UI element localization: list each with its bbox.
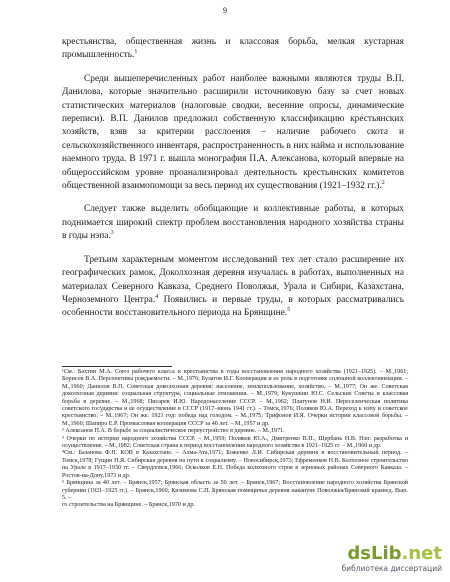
paragraph-text: крестьянства, общественная жизнь и классовая борьба, мелкая кустарная промышленность. xyxy=(62,37,404,61)
paragraph-2 xyxy=(62,73,404,194)
body-text xyxy=(62,36,404,331)
footnotes xyxy=(62,369,408,510)
page-number: 9 xyxy=(223,6,227,15)
paragraph-4 xyxy=(62,254,404,321)
paragraph-1 xyxy=(62,36,404,63)
dslib-watermark xyxy=(324,544,442,576)
paragraph-text: Следует также выделить обобщающие и коллективные работы, в которых поднимается широкий спектр проблем восстановления народного хозяйства страны в годы нэпа. xyxy=(62,204,404,242)
footnote-ref[interactable]: 4 xyxy=(155,293,159,300)
footnote-ref[interactable]: 1 xyxy=(134,49,138,56)
footnote-1: ¹См.: Бахтин М.А. Союз рабочего класса и крестьянства в годы восстановления народного хозяйства (1921–1925). – М.,1961; Борисов В.А. Перспективы рождаемости. – М.,1976; Булатов И.Г. Кооперация и ее роль в подготовке сплошной коллективизации. – М.,1960; Данилов В.П. Советская доколхозная деревня: население, землепользование, хозяйство. – М.,1977; Он же. Советская доколхозная деревня: социальная структура, социальные отношения. – М.,1979; Кукушкин Ю.С. Сельские Советы и классовая борьба в деревне. – М.,1968; Писарев И.Ю. Народонаселение СССР. – М.,1962; Платунов Н.И. Переселенческая политика советского государства и ее осуществление в СССР (1917–июнь 1941 гг.). – Томск,1976; Поляков Ю.А. Переход к нэпу и советское крестьянство. – М.,1967; Он же. 1921 год: победа над голодом. – М.,1975; Трифонов И.Я. Очерки истории классовой борьбы. – М.,1960; Шапиро Е.Р. Промысловая кооперация СССР за 40 лет. – М.,1957 и др. xyxy=(62,369,408,427)
logo-main: dsLib xyxy=(347,543,402,564)
footnote-ref[interactable]: 3 xyxy=(110,230,114,237)
footnote-3: ³ Очерки по истории народного хозяйства СССР. – М.,1959; Поляков Ю.А., Дмитренко В.П., Щербань Н.В. Нэп: разработка и осуществление. – М.,1982; Советская страна в период восстановления народного хозяйства в 1921–1925 гг. – М.,1960 и др. xyxy=(62,435,408,450)
footnote-ref[interactable]: 2 xyxy=(381,179,385,186)
footnote-5-continued: го строительства на Брянщине. – Брянск,1970 и др. xyxy=(62,502,195,509)
dslib-logo xyxy=(347,544,442,564)
paragraph-text: Третьим характерным моментом исследований тех лет стало расширение их географических рамок. Доколхозная деревня изучалась в работах, выполненных на материалах Северного Кавказа, Среднего Поволжья, Урала и Сибири, Казахстана, Черноземного Центра.$^4$ Появились и первые труды, в которых рассматривались особенности восстановительного периода на Брянщине. xyxy=(62,254,404,319)
watermark-subtitle: библиотека диссертаций xyxy=(341,564,442,573)
paragraph-text: Среди вышеперечисленных работ наиболее важными являются труды В.П. Данилова, которые значительно расширили источниковую базу за счет новых статистических материалов (налоговые сводки, весенние опросы, динамические переписи). В.П. Данилов предложил собственную классификацию крестьянских хозяйств, взяв за критерии расслоения – наличие рабочего скота и сельскохозяйственного инвентаря, распространенность в них найма и использование наемного труда. В 1971 г. вышла монография П.А. Алексанова, который впервые на общероссийском уровне проанализировал деятельность крестьянских комитетов общественной взаимопомощи за весь период их существования (1921–1932 гг.). xyxy=(62,73,404,192)
footnote-4: ⁴См.: Базанова Ф.Н. КОВ в Казахстане. – Алма-Ата,1971; Боженко Л.И. Сибирская деревня в восстановительный период. – Томск,1978; Гущин Н.Я. Сибирская деревня на пути к социализму. – Новосибирск,1973; Ефременков Н.В. Колхозное строительство на Урале в 1917–1930 гг. – Свердловск,1966; Осколков Е.Н. Победа колхозного строя в зерновых районах Северного Кавказа. – Ростов-на-Дону,1973 и др. xyxy=(62,450,408,479)
footnote-5: ⁵ Брянщина за 40 лет. – Брянск,1957; Брянская область за 50 лет. – Брянск,1967; Восстановление народного хозяйства Брянской губернии (1921–1925 гг.). – Брянск,1960; Кизимова С.П. Брянская помещичья деревня накануне Поволжья/Брянский краевед. Вып. 5. – xyxy=(62,480,408,501)
footnote-divider xyxy=(62,366,172,367)
logo-ext: .net xyxy=(401,543,442,564)
footnote-ref[interactable]: 5 xyxy=(287,307,291,314)
footnote-2: ² Алексанов П.А. В борьбе за социалистическое переустройство в деревне. – М.,1971. xyxy=(62,428,285,435)
paragraph-3 xyxy=(62,203,404,243)
